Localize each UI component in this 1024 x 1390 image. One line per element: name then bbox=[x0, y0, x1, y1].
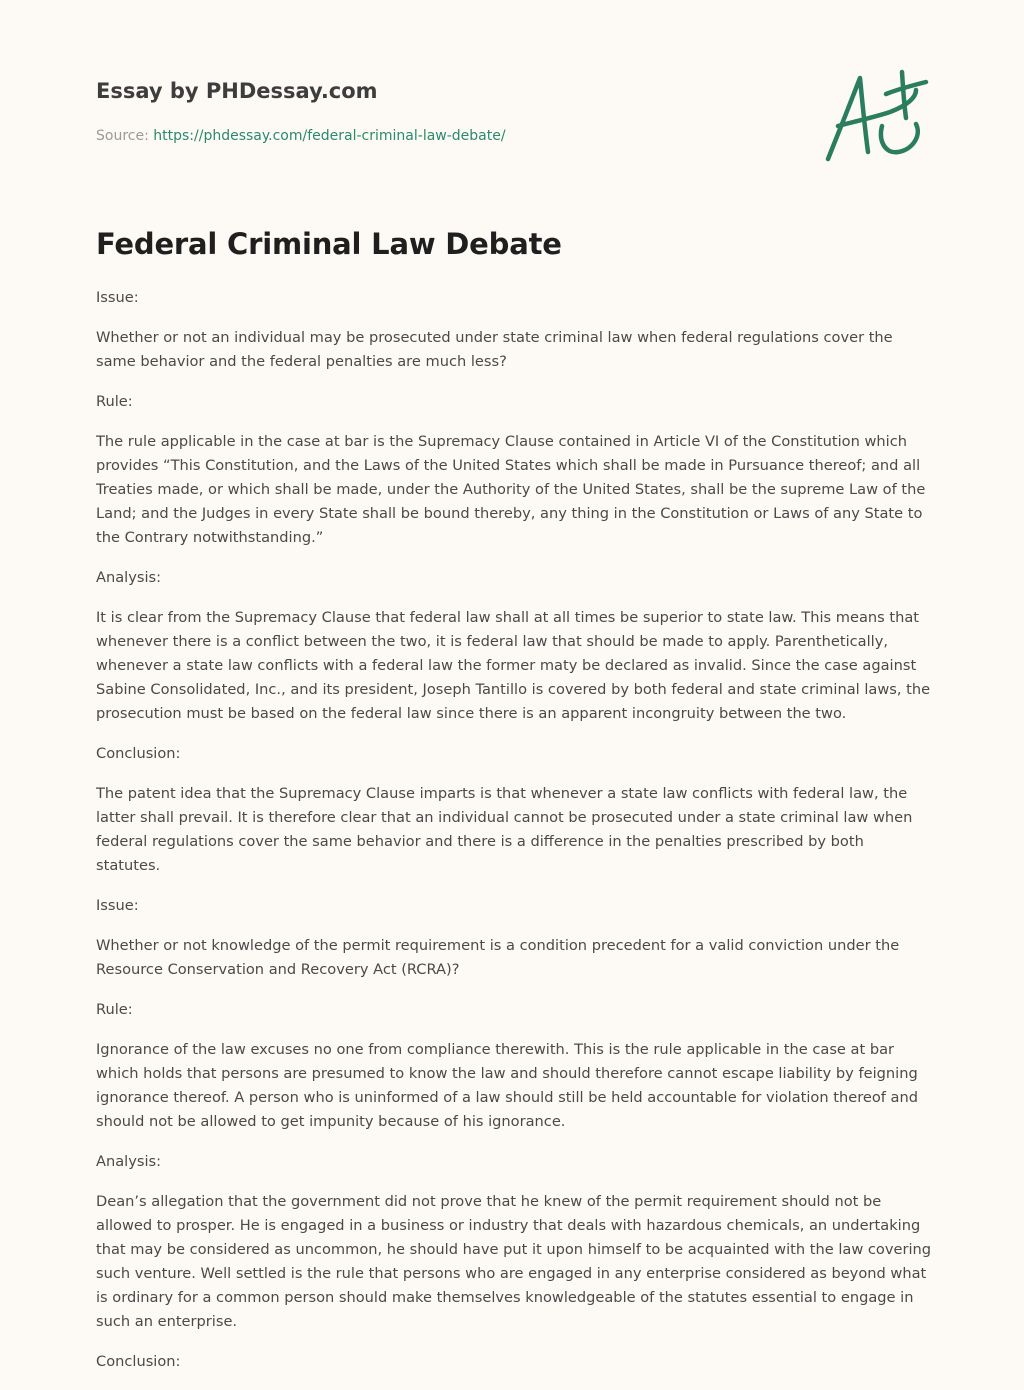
source-link[interactable]: https://phdessay.com/federal-criminal-law-debate/ bbox=[153, 128, 506, 144]
paragraph: The patent idea that the Supremacy Clause imparts is that whenever a state law conflicts with federal law, the latter shall prevail. It is therefore clear that an individual cannot be prosecuted under a state criminal law when federal regulations cover the same behavior and there is a difference in the penalties prescribed by both statutes. bbox=[96, 785, 913, 874]
paragraph: The rule applicable in the case at bar is the Supremacy Clause contained in Article VI of the Constitution which provides “This Constitution, and the Laws of the United States which shall be made in Pursuance thereof; and all Treaties made, or which shall be made, under the Authority of the United States, shall be the supreme Law of the Land; and the Judges in every State shall be bound thereby, any thing in the Constitution or Laws of any State to the Contrary notwithstanding.” bbox=[96, 433, 926, 546]
brand-name: Essay by PHDessay.com bbox=[96, 79, 378, 103]
section-label-issue: Issue: bbox=[96, 897, 139, 914]
paragraph: Dean’s allegation that the government did not prove that he knew of the permit requirement should not be allowed to prosper. He is engaged in a business or industry that deals with hazardous chemicals, an undertaking that may be considered as uncommon, he should have put it upon himself to be acquainted with the law covering such venture. Well settled is the rule that persons who are engaged in any enterprise considered as beyond what is ordinary for a common person should make themselves knowledgeable of the statutes essential to engage in such an enterprise. bbox=[96, 1193, 932, 1330]
section-label-issue: Issue: bbox=[96, 289, 139, 306]
source-label: Source: bbox=[96, 128, 154, 144]
paragraph: It is clear from the Supremacy Clause that federal law shall at all times be superior to state law. This means that whenever there is a conflict between the two, it is federal law that should be made to apply. Parenthetically, whenever a state law conflicts with a federal law the former maty be declared as invalid. Since the case against Sabine Consolidated, Inc., and its president, Joseph Tantillo is covered by both federal and state criminal laws, the prosecution must be based on the federal law since there is an apparent incongruity between the two. bbox=[96, 609, 931, 722]
source-line bbox=[96, 126, 716, 146]
section-label-conclusion: Conclusion: bbox=[96, 745, 181, 762]
page-title: Federal Criminal Law Debate bbox=[96, 227, 562, 261]
essay-body bbox=[96, 286, 932, 1390]
paragraph: Whether or not an individual may be prosecuted under state criminal law when federal regulations cover the same behavior and the federal penalties are much less? bbox=[96, 329, 893, 370]
a-plus-logo-icon bbox=[816, 64, 934, 168]
paragraph: Ignorance of the law excuses no one from compliance therewith. This is the rule applicable in the case at bar which holds that persons are presumed to know the law and should therefore cannot escape liability by feigning ignorance thereof. A person who is uninformed of a law should still be held accountable for violation thereof and should not be allowed to get impunity because of his ignorance. bbox=[96, 1041, 919, 1130]
section-label-conclusion: Conclusion: bbox=[96, 1353, 181, 1370]
section-label-rule: Rule: bbox=[96, 1001, 133, 1018]
paragraph: Whether or not knowledge of the permit requirement is a condition precedent for a valid conviction under the Resource Conservation and Recovery Act (RCRA)? bbox=[96, 937, 900, 978]
section-label-rule: Rule: bbox=[96, 393, 133, 410]
essay-header bbox=[96, 76, 716, 146]
section-label-analysis: Analysis: bbox=[96, 569, 162, 586]
section-label-analysis: Analysis: bbox=[96, 1153, 162, 1170]
